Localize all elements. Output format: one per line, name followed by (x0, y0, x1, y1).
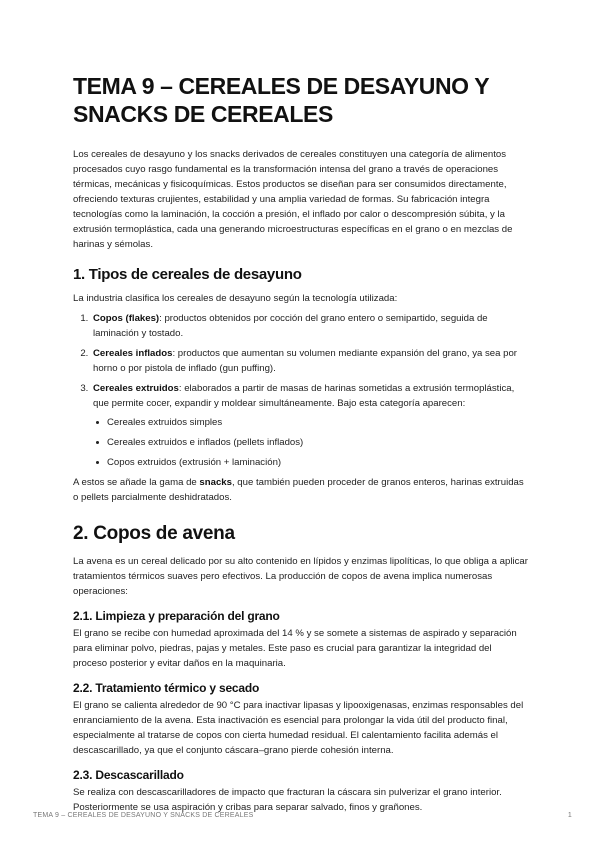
cereal-types-list (73, 311, 528, 470)
subsection-2-2-heading: 2.2. Tratamiento térmico y secado (73, 681, 260, 695)
extruded-subtypes-list (93, 415, 528, 470)
list-item-term: Copos (flakes) (93, 313, 160, 324)
list-item (91, 346, 528, 376)
subsection-2-1-heading: 2.1. Limpieza y preparación del grano (73, 609, 280, 623)
sub-list-item: Cereales extruidos e inflados (pellets inflados) (107, 435, 528, 450)
list-item-term: Cereales extruidos (93, 383, 179, 394)
intro-paragraph: Los cereales de desayuno y los snacks derivados de cereales constituyen una categoría de alimentos procesados cuyo rasgo fundamental es la transformación intensa del grano a través de operaciones térmicas, mecánicas y fisicoquímicas. Estos productos se diseñan para ser consumidos directamente, ofreciendo texturas crujientes, estabilidad y una amplia variedad de formas. Su fabricación integra tecnologías como la laminación, la cocción a presión, el inflado por calor o descompresión súbita, y la extrusión termoplástica, cada una generando microestructuras específicas en el grano o en mezclas de harinas y sémolas. (73, 149, 513, 250)
snacks-paragraph: A estos se añade la gama de snacks, que también pueden proceder de granos enteros, harinas extruidas o pellets parcialmente deshidratados. (73, 477, 524, 503)
section-1-lead: La industria clasifica los cereales de desayuno según la tecnología utilizada: (73, 293, 398, 304)
list-item-text: : elaborados a partir de masas de harinas sometidas a extrusión termoplástica, que permite cocer, expandir y moldear simultáneamente. Bajo esta categoría aparecen: (93, 383, 515, 409)
section-2-heading: 2. Copos de avena (73, 523, 235, 544)
list-item-term: Cereales inflados (93, 348, 173, 359)
snacks-term: snacks (199, 477, 232, 488)
document-page (73, 72, 528, 815)
page-title: TEMA 9 – CEREALES DE DESAYUNO Y SNACKS DE CEREALES (73, 73, 489, 127)
page-footer (33, 812, 572, 819)
subsection-2-2-text: El grano se calienta alrededor de 90 °C para inactivar lipasas y lipooxigenasas, enzimas responsables del enranciamiento de la avena. Esta inactivación es esencial para prolongar la vida útil del producto final, especialmente al tratarse de copos con cierta humedad residual. El calentamiento facilita además el descascarillado, ya que el conjunto cáscara–grano pierde cohesión interna. (73, 700, 524, 756)
footer-running-title: TEMA 9 – CEREALES DE DESAYUNO Y SNACKS DE CEREALES (33, 812, 254, 819)
sub-list-item: Copos extruidos (extrusión + laminación) (107, 455, 528, 470)
list-item-text: : productos obtenidos por cocción del grano entero o semipartido, seguida de laminación y tostado. (93, 313, 488, 339)
subsection-2-3-heading: 2.3. Descascarillado (73, 768, 184, 782)
subsection-2-3-text: Se realiza con descascarilladores de impacto que fracturan la cáscara sin pulverizar el grano interior. Posteriormente se usa aspiración y cribas para separar salvado, finos y grañones. (73, 787, 502, 813)
list-item (91, 311, 528, 341)
list-item (91, 381, 528, 470)
page-number: 1 (567, 812, 572, 819)
section-2-intro: La avena es un cereal delicado por su alto contenido en lípidos y enzimas lipolíticas, lo que obliga a aplicar tratamientos térmicos suaves pero efectivos. La producción de copos de avena implica numerosas operaciones: (73, 556, 528, 597)
list-item-text: : productos que aumentan su volumen mediante expansión del grano, ya sea por horno o por pistola de inflado (gun puffing). (93, 348, 517, 374)
sub-list-item: Cereales extruidos simples (107, 415, 528, 430)
subsection-2-1-text: El grano se recibe con humedad aproximada del 14 % y se somete a sistemas de aspirado y separación para eliminar polvo, piedras, pajas y metales. Este paso es crucial para garantizar la integridad del proceso posterior y evitar daños en la maquinaria. (73, 628, 517, 669)
section-1-heading: 1. Tipos de cereales de desayuno (73, 266, 302, 283)
